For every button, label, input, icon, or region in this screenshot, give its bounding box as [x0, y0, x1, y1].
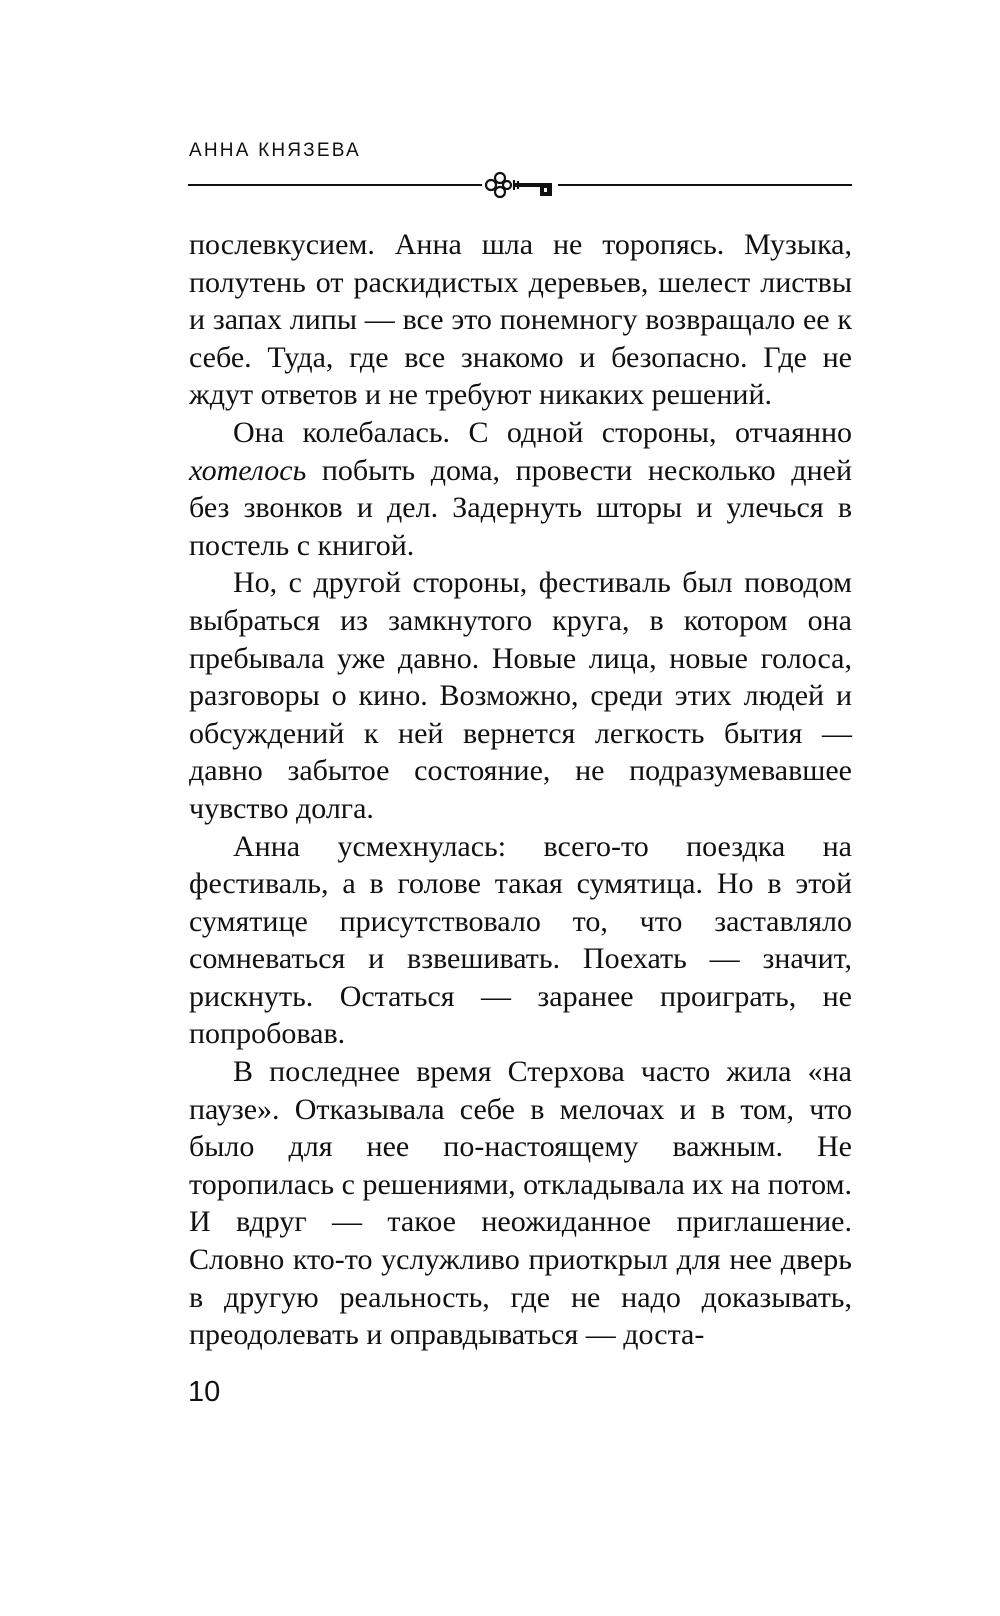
paragraph-2 — [189, 414, 852, 564]
body-text — [189, 226, 852, 1354]
rule-line-left — [188, 184, 482, 186]
rule-line-right — [558, 184, 852, 186]
running-head-author: АННА КНЯЗЕВА — [189, 140, 361, 161]
header-ornament-rule — [188, 170, 852, 200]
key-icon — [478, 170, 562, 200]
paragraph-1: послевкусием. Анна шла не торопясь. Музыка, полутень от раскидистых деревьев, шелест листвы и запах липы — все это понемногу возвращало ее к себе. Туда, где все знакомо и безопасно. Где не ждут ответов и не требуют никаких решений. — [189, 228, 852, 412]
paragraph-2-start: Она колебалась. С одной стороны, отчаянно — [233, 415, 852, 449]
page-number: 10 — [188, 1376, 221, 1408]
paragraph-4: Анна усмехнулась: всего-то поездка на фестиваль, а в голове такая сумятица. Но в этой сумятице присутствовало то, что заставляло сомневаться и взвешивать. Поехать — значит, рискнуть. Остаться — заранее проиграть, не попробовав. — [189, 829, 852, 1051]
paragraph-5: В последнее время Стерхова часто жила «на паузе». Отказывала себе в мелочах и в том, что было для нее по-настоящему важным. Не торопилась с решениями, откладывала их на потом. И вдруг — такое неожиданное приглашение. Словно кто-то услужливо приоткрыл для нее дверь в другую реальность, где не надо доказывать, преодолевать и оправдываться — доста- — [189, 1055, 852, 1352]
paragraph-3: Но, с другой стороны, фестиваль был поводом выбраться из замкнутого круга, в котором она пребывала уже давно. Новые лица, новые голоса, разговоры о кино. Возможно, среди этих людей и обсуждений к ней вернется легкость бытия — давно забытое состояние, не подразумевавшее чувство долга. — [189, 566, 852, 825]
paragraph-2-end: побыть дома, провести несколько дней без звонков и дел. Задернуть шторы и улечься в постель с книгой. — [189, 453, 852, 562]
paragraph-2-italic-word: хотелось — [189, 453, 307, 487]
